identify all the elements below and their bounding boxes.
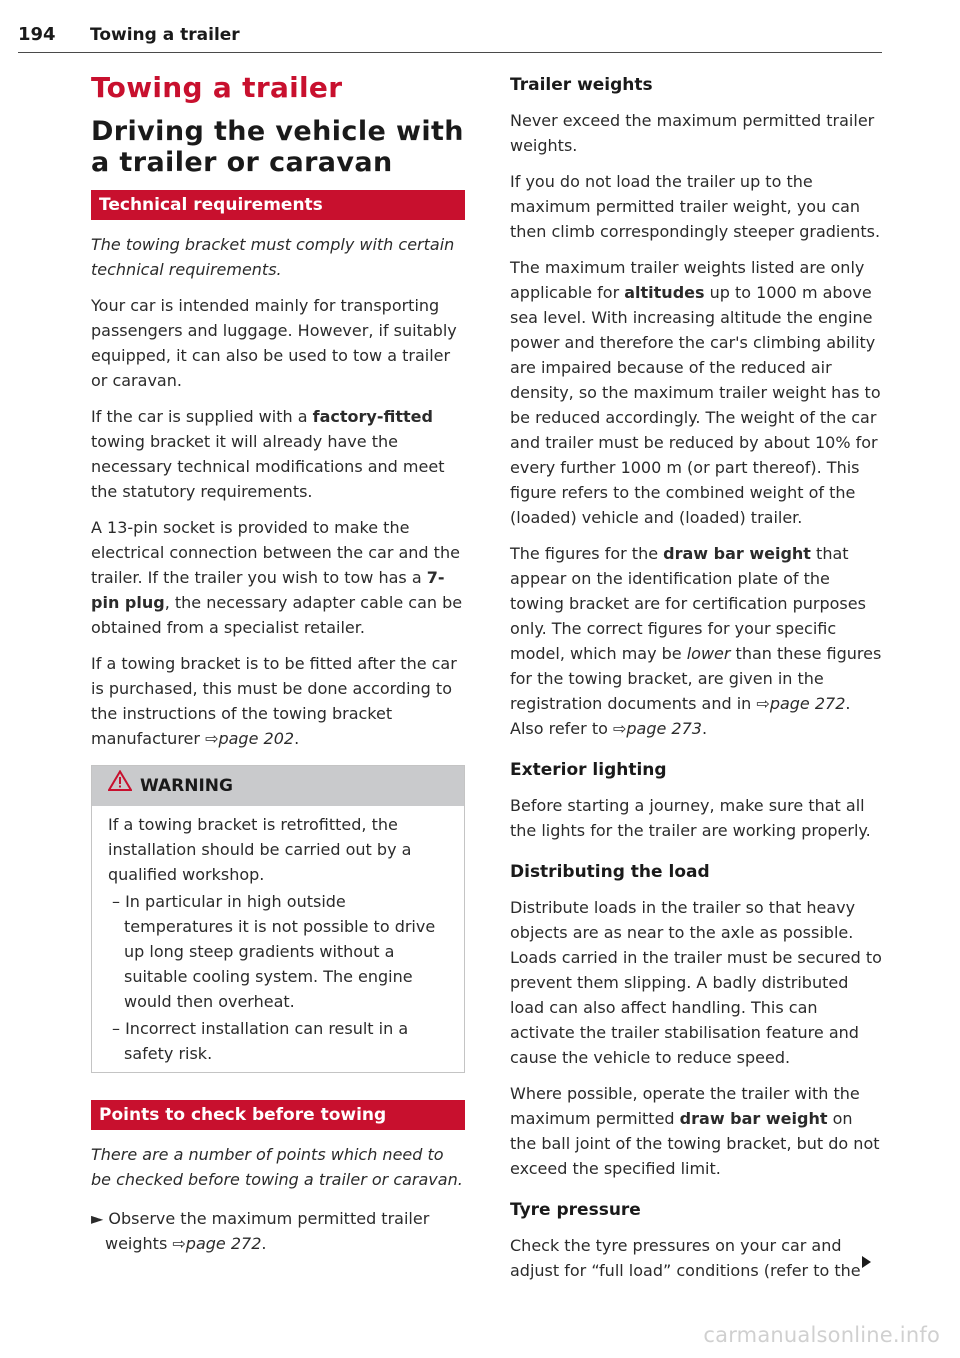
warning-item: – Incorrect installation can result in a safety risk. xyxy=(112,1019,409,1063)
warning-box xyxy=(91,765,465,1073)
page-header xyxy=(18,22,882,53)
points-to-check-heading: Points to check before towing xyxy=(91,1100,465,1130)
technical-requirements-heading: Technical requirements xyxy=(91,190,465,220)
warning-body xyxy=(92,806,464,1072)
bullet-item: ► Observe the maximum permitted trailer weights ⇨page 272. xyxy=(91,1209,430,1253)
tyre-paragraph: Check the tyre pressures on your car and adjust for “full load” conditions (refer to the xyxy=(510,1236,861,1280)
warning-text: If a towing bracket is retrofitted, the installation should be carried out by a qualified workshop. xyxy=(108,815,412,884)
paragraph-retrofit: If a towing bracket is to be fitted after the car is purchased, this must be done according to the instructions of the towing bracket manufacturer ⇨page 202. xyxy=(91,654,457,748)
exterior-lighting-heading: Exterior lighting xyxy=(510,760,667,780)
paragraph-factory-fitted: If the car is supplied with a factory-fitted towing bracket it will already have the necessary technical modifications and meet the statutory requirements. xyxy=(91,407,445,501)
paragraph-intended-use: Your car is intended mainly for transporting passengers and luggage. However, if suitably equipped, it can also be used to tow a trailer or caravan. xyxy=(91,296,457,390)
watermark: carmanualsonline.info xyxy=(703,1323,940,1347)
load-paragraph-1: Distribute loads in the trailer so that heavy objects are as near to the axle as possible. Loads carried in the trailer must be secured to prevent them slipping. A badly distributed load can also affect handling. This can activate the trailer stabilisation feature and cause the vehicle to reduce speed. xyxy=(510,898,882,1067)
page-link-202[interactable]: ⇨page 202 xyxy=(205,729,295,748)
weights-paragraph-2: If you do not load the trailer up to the maximum permitted trailer weight, you can then climb correspondingly steeper gradients. xyxy=(510,172,881,241)
paragraph-socket: A 13-pin socket is provided to make the electrical connection between the car and the trailer. If the trailer you wish to tow has a 7-pin plug, the necessary adapter cable can be obtained from a specialist retailer. xyxy=(91,518,463,637)
chapter-title: Towing a trailer xyxy=(91,71,343,104)
warning-item: – In particular in high outside temperatures it is not possible to drive up long steep gradients without a suitable cooling system. The engine would then overheat. xyxy=(112,892,436,1011)
weights-paragraph-1: Never exceed the maximum permitted trailer weights. xyxy=(510,111,875,155)
page-link-273[interactable]: ⇨page 273 xyxy=(612,719,702,738)
right-column xyxy=(510,72,882,1294)
continue-arrow-icon xyxy=(862,1256,871,1268)
page-link-272[interactable]: ⇨page 272 xyxy=(756,694,846,713)
lighting-paragraph: Before starting a journey, make sure that all the lights for the trailer are working properly. xyxy=(510,796,871,840)
points-to-check-intro: There are a number of points which need to be checked before towing a trailer or caravan. xyxy=(91,1145,463,1189)
page-number: 194 xyxy=(18,24,56,45)
left-column xyxy=(91,70,465,1267)
warning-title: WARNING xyxy=(140,776,233,796)
running-title: Towing a trailer xyxy=(90,25,240,45)
section-title: Driving the vehicle with a trailer or caravan xyxy=(91,116,464,178)
distributing-load-heading: Distributing the load xyxy=(510,862,710,882)
warning-header xyxy=(92,766,464,806)
trailer-weights-heading: Trailer weights xyxy=(510,75,653,95)
technical-requirements-intro: The towing bracket must comply with certain technical requirements. xyxy=(91,235,455,279)
tyre-pressure-heading: Tyre pressure xyxy=(510,1200,641,1220)
load-paragraph-2: Where possible, operate the trailer with the maximum permitted draw bar weight on the ball joint of the towing bracket, but do not exceed the specified limit. xyxy=(510,1084,880,1178)
page-link-272[interactable]: ⇨page 272 xyxy=(172,1234,262,1253)
weights-paragraph-drawbar: The figures for the draw bar weight that appear on the identification plate of the towing bracket are for certification purposes only. The correct figures for your specific model, which may be lower than these figures for the towing bracket, are given in the registration documents and in ⇨page 272. Also refer to ⇨page 273. xyxy=(510,544,882,738)
warning-triangle-icon xyxy=(108,766,132,806)
weights-paragraph-altitude: The maximum trailer weights listed are only applicable for altitudes up to 1000 m above sea level. With increasing altitude the engine power and therefore the car's climbing ability are impaired because of the reduced air density, so the maximum trailer weight has to be reduced accordingly. The weight of the car and trailer must be reduced by about 10% for every further 1000 m (or part thereof). This figure refers to the combined weight of the (loaded) vehicle and (loaded) trailer. xyxy=(510,258,881,527)
